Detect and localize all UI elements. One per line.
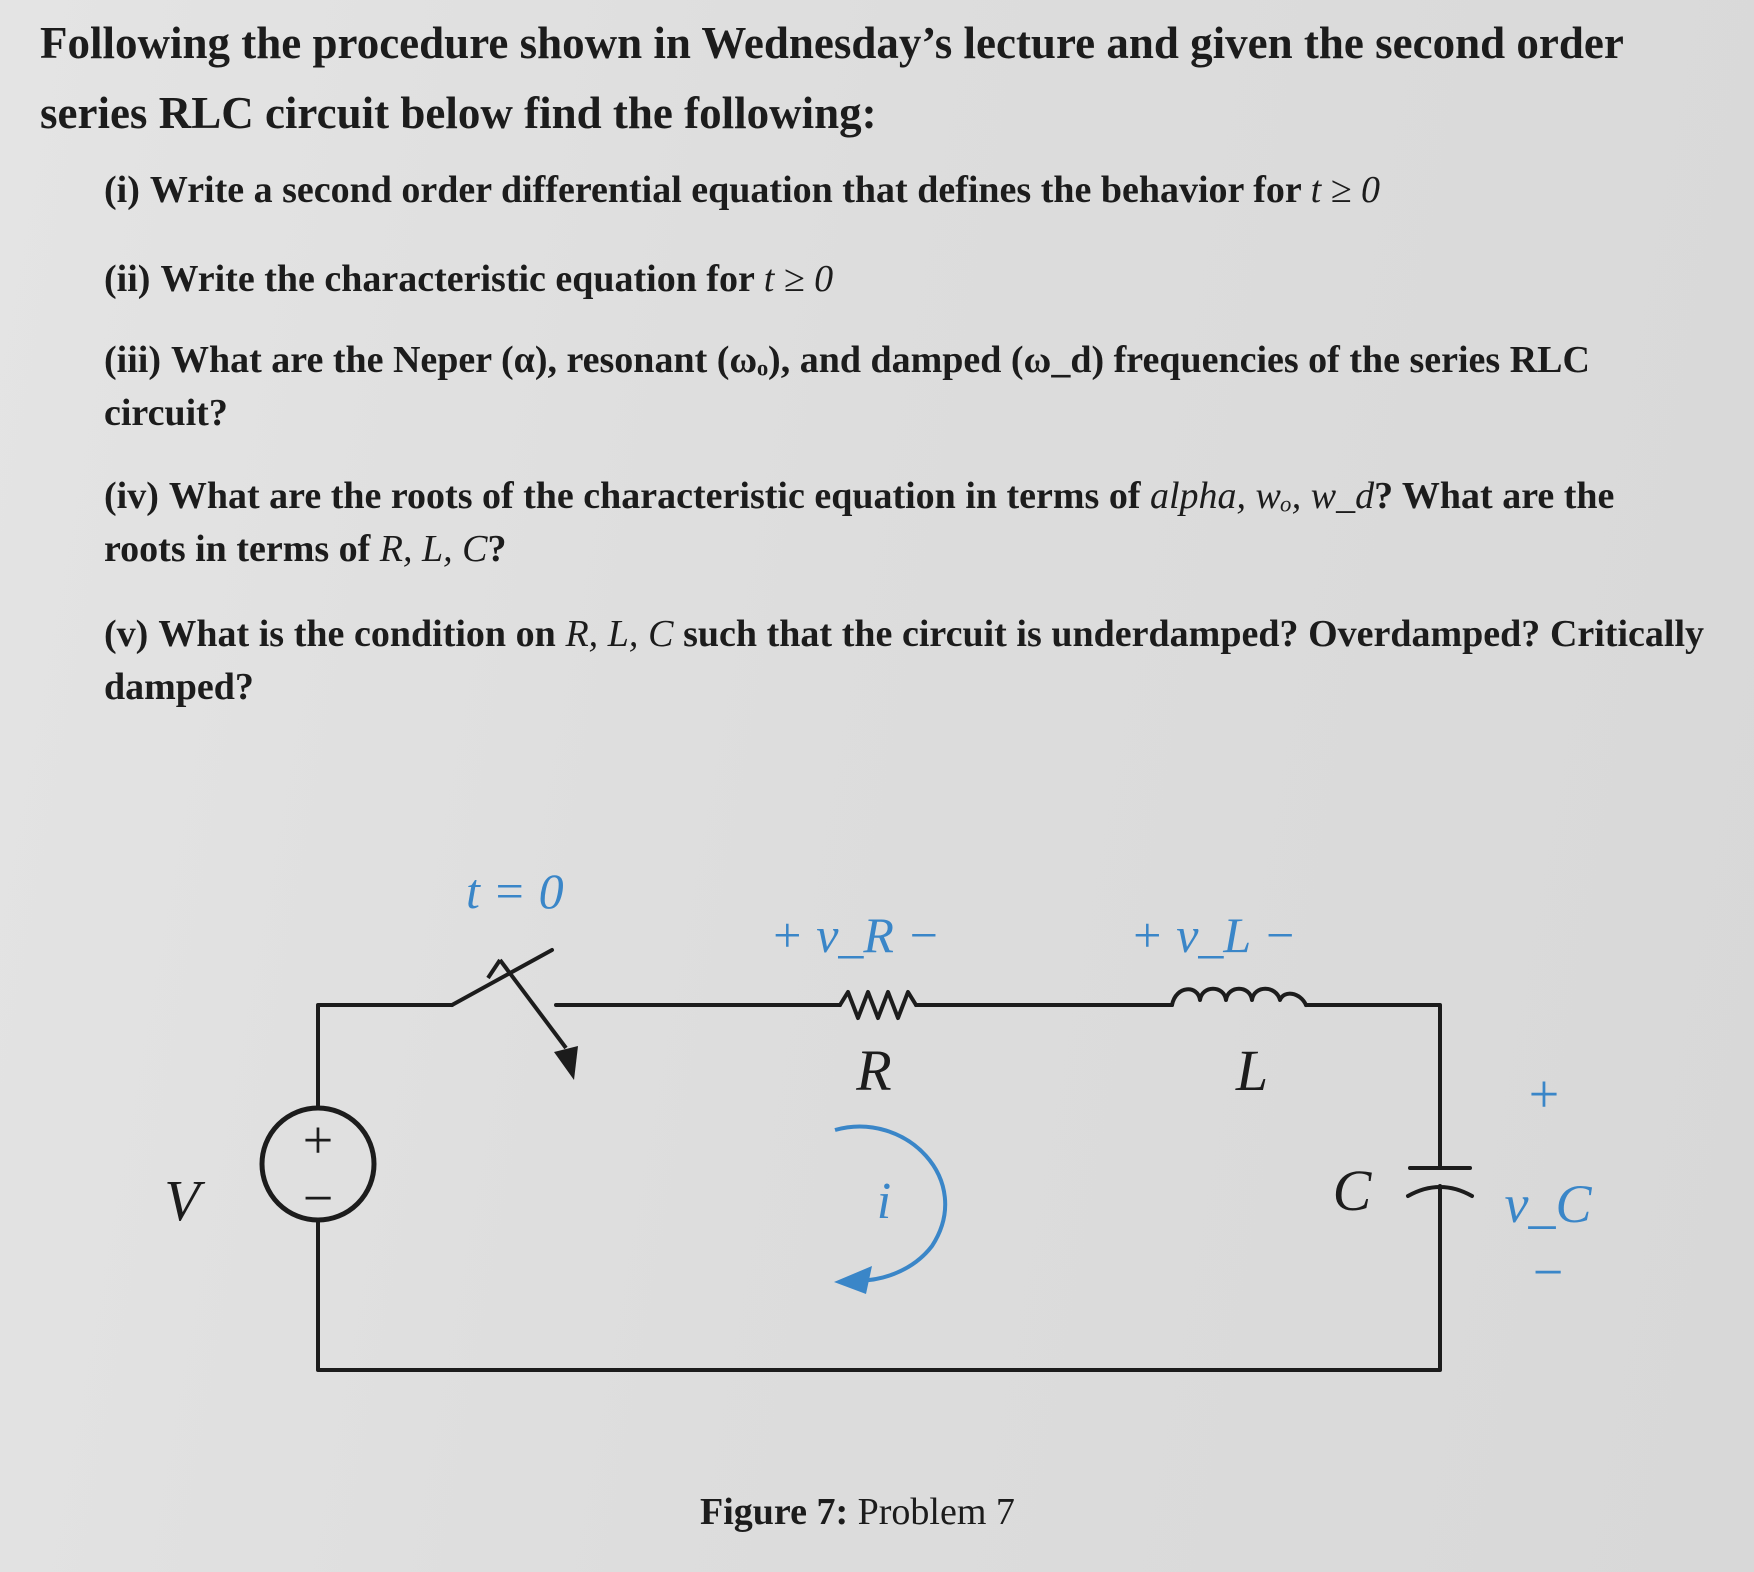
wire-right: [1306, 1005, 1440, 1168]
question-label: (ii): [104, 258, 151, 300]
question-label: (iii): [104, 339, 161, 381]
question-text: What is the condition on: [158, 613, 556, 655]
question-text: ? What are the roots in terms of: [104, 475, 1615, 570]
source-minus: −: [302, 1168, 334, 1228]
question-math: alpha, wₒ, w_d: [1150, 475, 1375, 517]
current-label: i: [876, 1173, 892, 1230]
source-plus: +: [302, 1110, 334, 1170]
question-text: Write a second order differential equation that defines the behavior for: [149, 169, 1302, 211]
resistor-voltage-label: + v_R −: [770, 907, 941, 963]
inductor-label: L: [1235, 1038, 1269, 1103]
capacitor-plus: +: [1528, 1064, 1560, 1124]
resistor-label: R: [856, 1038, 892, 1103]
question-label: (v): [104, 613, 149, 655]
question-label: (iv): [104, 475, 159, 517]
question-math: t ≥ 0: [1310, 169, 1380, 211]
source-label: V: [164, 1168, 200, 1233]
question-text: such that the circuit is underdamped? Overdamped? Critically damped?: [104, 613, 1705, 708]
question-math: R, L, C: [565, 613, 674, 655]
question-label: (i): [104, 169, 140, 211]
inductor-symbol: [1172, 989, 1306, 1005]
capacitor-label: C: [1332, 1158, 1372, 1223]
capacitor-minus: −: [1532, 1242, 1564, 1302]
problem-intro: Following the procedure shown in Wednesday’s lecture and given the second order series RLC circuit below find the following:: [40, 18, 1624, 138]
capacitor-voltage-label: v_C: [1504, 1174, 1592, 1234]
question-text: What are the roots of the characteristic equation in terms of: [168, 475, 1141, 517]
caption-prefix: Figure 7:: [700, 1491, 849, 1533]
caption-text: Problem 7: [857, 1491, 1015, 1533]
resistor-symbol: [840, 992, 916, 1018]
question-text: Write the characteristic equation for: [160, 258, 755, 300]
switch-label: t = 0: [466, 863, 564, 919]
figure-caption: [700, 1490, 1015, 1534]
question-text: What are the Neper (α), resonant (ωₒ), and damped (ω_d) frequencies of the series RLC circuit?: [104, 339, 1590, 434]
question-math: t ≥ 0: [763, 258, 834, 300]
inductor-voltage-label: + v_L −: [1130, 907, 1297, 963]
question-math: R, L, C: [379, 528, 488, 570]
switch-blade: [452, 950, 552, 1005]
wire-left: [318, 1005, 452, 1108]
question-text: ?: [487, 528, 507, 570]
